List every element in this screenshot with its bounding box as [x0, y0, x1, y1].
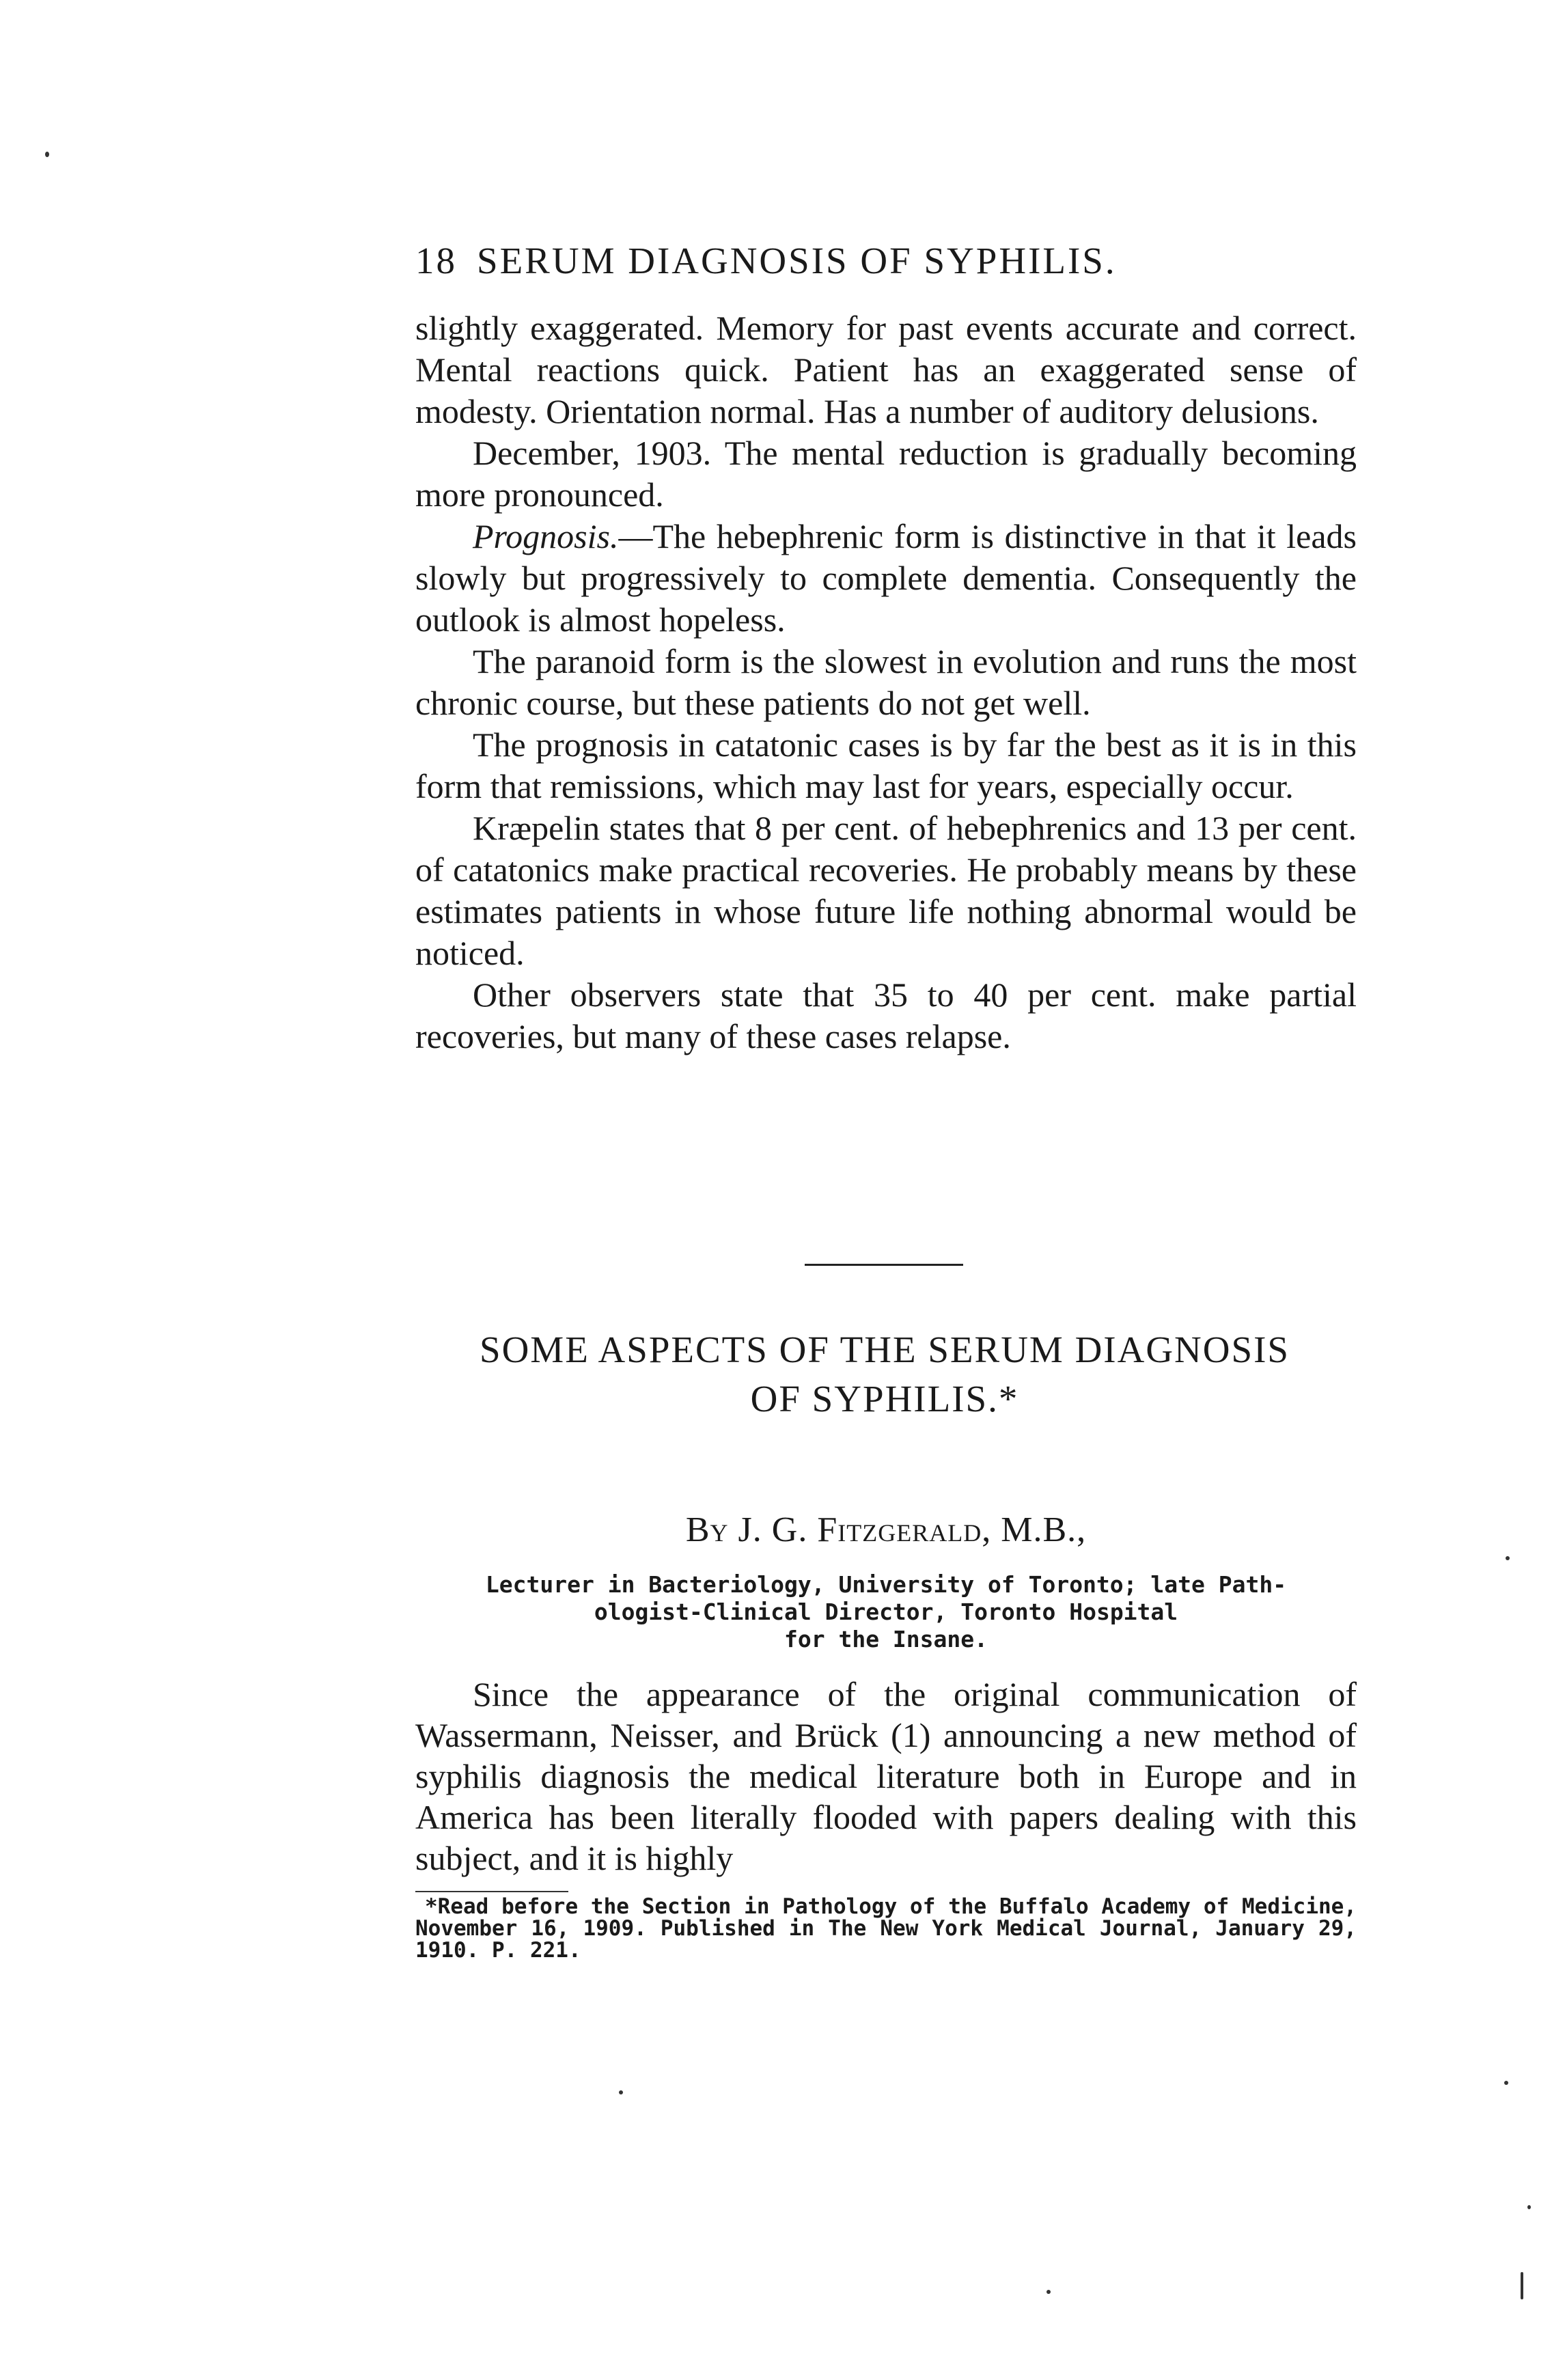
section-divider [805, 1264, 963, 1266]
article-title-line-2: OF SYPHILIS.* [750, 1378, 1019, 1420]
scan-speck [1527, 2205, 1531, 2209]
paragraph-prognosis [415, 516, 1357, 641]
prognosis-label: Prognosis. [473, 517, 619, 555]
scan-speck [1047, 2290, 1051, 2294]
scan-speck [1504, 2081, 1508, 2085]
affiliation-line-1: Lecturer in Bacteriology, University of Toronto; late Path- [485, 1571, 1287, 1598]
scan-speck [1521, 2272, 1523, 2299]
paragraph-other-observers: Other observers state that 35 to 40 per cent. make partial recoveries, but many of these cases relapse. [415, 975, 1357, 1055]
paragraph-case-notes: slightly exaggerated. Memory for past events accurate and correct. Mental reactions quick. Patient has an exaggerated sense of modesty. Orientation normal. Has a number of auditory delusions. [415, 309, 1357, 430]
prognosis-text: —The hebephrenic form is distinctive in that it leads slowly but progressively to complete dementia. Consequently the outlook is almost hopeless. [415, 517, 1357, 639]
affiliation-line-2: ologist-Clinical Director, Toronto Hospital [594, 1599, 1178, 1625]
footnote-text: *Read before the Section in Pathology of the Buffalo Academy of Medicine, November 16, 1909. Published in The New York Medical Journal, January 29, 1910. P. 221. [415, 1894, 1357, 1963]
scan-speck [45, 152, 49, 157]
paragraph-paranoid: The paranoid form is the slowest in evolution and runs the most chronic course, but these patients do not get well. [415, 642, 1357, 722]
paragraph-catatonic: The prognosis in catatonic cases is by far the best as it is in this form that remissions, which may last for years, especially occur. [415, 725, 1357, 805]
scan-speck [1506, 1556, 1510, 1560]
author-affiliation [437, 1571, 1335, 1653]
footnote [415, 1896, 1357, 1961]
author-name: J. G. Fitzgerald, M.B., [738, 1510, 1087, 1549]
paragraph-december: December, 1903. The mental reduction is gradually becoming more pronounced. [415, 434, 1357, 514]
article-title [383, 1325, 1387, 1424]
page-number: 18 [415, 240, 457, 281]
paragraph-kraepelin: Kræpelin states that 8 per cent. of hebephrenics and 13 per cent. of catatonics make practical recoveries. He probably means by these estimates patients in whose future life nothing abnormal would be noticed. [415, 809, 1357, 972]
body-text [415, 307, 1357, 1057]
affiliation-line-3: for the Insane. [784, 1626, 988, 1652]
running-head [415, 239, 1357, 282]
article-paragraph-1: Since the appearance of the original communication of Wassermann, Neisser, and Brück (1) announcing a new method of syphilis diagnosis the medical literature both in Europe and in America has been literally flooded with papers dealing with this subject, and it is highly [415, 1675, 1357, 1877]
article-title-line-1: SOME ASPECTS OF THE SERUM DIAGNOSIS [479, 1329, 1290, 1370]
footnote-rule [415, 1891, 568, 1892]
scan-speck [619, 2090, 623, 2094]
byline-prefix: By [685, 1510, 729, 1549]
running-title: SERUM DIAGNOSIS OF SYPHILIS. [477, 240, 1117, 281]
byline [415, 1510, 1357, 1550]
article-body [415, 1674, 1357, 1879]
